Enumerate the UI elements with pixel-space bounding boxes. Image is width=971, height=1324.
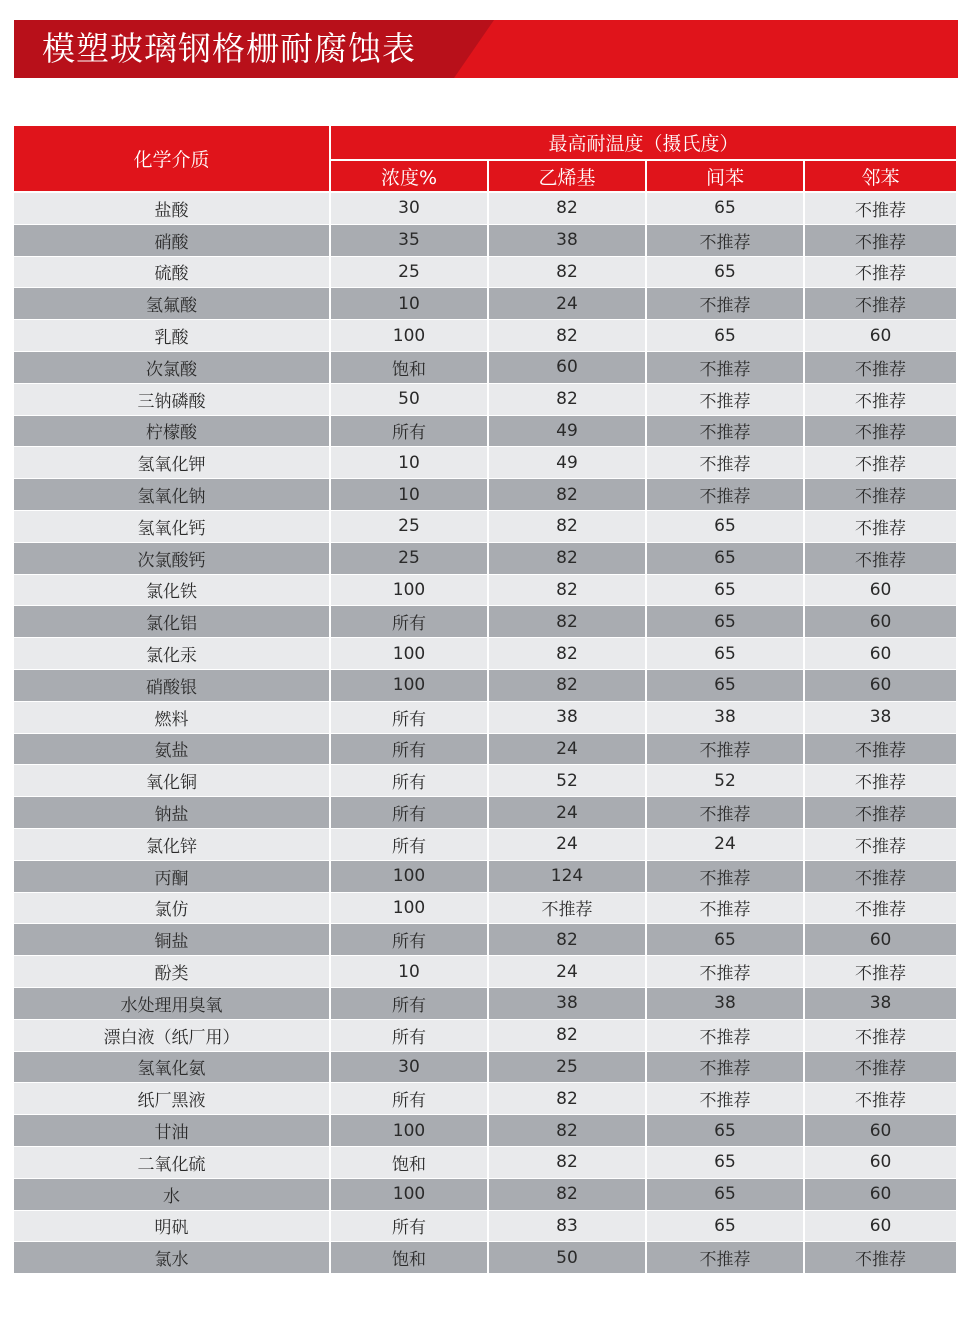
table-row <box>13 1178 957 1210</box>
isophthalic-cell: 65 <box>646 1115 804 1147</box>
concentration-cell: 所有 <box>330 765 488 797</box>
concentration-cell: 25 <box>330 510 488 542</box>
vinyl-ester-cell: 82 <box>488 1115 646 1147</box>
isophthalic-cell: 不推荐 <box>646 288 804 320</box>
concentration-cell: 30 <box>330 1051 488 1083</box>
table-row <box>13 1019 957 1051</box>
concentration-cell: 25 <box>330 256 488 288</box>
concentration-cell: 10 <box>330 288 488 320</box>
isophthalic-cell: 不推荐 <box>646 860 804 892</box>
vinyl-ester-cell: 82 <box>488 1083 646 1115</box>
vinyl-ester-cell: 83 <box>488 1210 646 1242</box>
vinyl-ester-cell: 82 <box>488 510 646 542</box>
orthophthalic-cell: 60 <box>804 1210 957 1242</box>
orthophthalic-cell: 60 <box>804 924 957 956</box>
vinyl-ester-cell: 38 <box>488 701 646 733</box>
isophthalic-cell: 65 <box>646 542 804 574</box>
chemical-name-cell: 氢氧化钠 <box>13 479 330 511</box>
vinyl-ester-cell: 82 <box>488 383 646 415</box>
vinyl-ester-cell: 82 <box>488 924 646 956</box>
concentration-cell: 100 <box>330 320 488 352</box>
isophthalic-cell: 65 <box>646 1210 804 1242</box>
vinyl-ester-cell: 82 <box>488 479 646 511</box>
table-row <box>13 192 957 224</box>
vinyl-ester-cell: 82 <box>488 638 646 670</box>
concentration-cell: 30 <box>330 192 488 224</box>
max-temperature-header: 最高耐温度（摄氏度） <box>330 125 957 160</box>
vinyl-ester-cell: 82 <box>488 320 646 352</box>
chemical-name-cell: 氯化汞 <box>13 638 330 670</box>
chemical-name-cell: 二氧化硫 <box>13 1146 330 1178</box>
concentration-cell: 所有 <box>330 924 488 956</box>
orthophthalic-cell: 不推荐 <box>804 415 957 447</box>
table-row <box>13 256 957 288</box>
isophthalic-cell: 不推荐 <box>646 351 804 383</box>
chemical-name-cell: 盐酸 <box>13 192 330 224</box>
orthophthalic-cell: 不推荐 <box>804 892 957 924</box>
isophthalic-cell: 65 <box>646 256 804 288</box>
chemical-name-cell: 氨盐 <box>13 733 330 765</box>
title-banner <box>14 20 958 78</box>
concentration-cell: 10 <box>330 479 488 511</box>
isophthalic-cell: 不推荐 <box>646 956 804 988</box>
vinyl-ester-cell: 24 <box>488 288 646 320</box>
vinyl-ester-header: 乙烯基 <box>488 160 646 192</box>
isophthalic-cell: 不推荐 <box>646 1242 804 1274</box>
concentration-cell: 所有 <box>330 701 488 733</box>
vinyl-ester-cell: 124 <box>488 860 646 892</box>
table-row <box>13 797 957 829</box>
orthophthalic-cell: 60 <box>804 574 957 606</box>
concentration-cell: 10 <box>330 956 488 988</box>
vinyl-ester-cell: 82 <box>488 574 646 606</box>
orthophthalic-cell: 不推荐 <box>804 1051 957 1083</box>
isophthalic-cell: 65 <box>646 510 804 542</box>
chemical-name-cell: 明矾 <box>13 1210 330 1242</box>
vinyl-ester-cell: 49 <box>488 447 646 479</box>
vinyl-ester-cell: 49 <box>488 415 646 447</box>
isophthalic-cell: 65 <box>646 638 804 670</box>
concentration-cell: 所有 <box>330 1210 488 1242</box>
vinyl-ester-cell: 50 <box>488 1242 646 1274</box>
vinyl-ester-cell: 82 <box>488 192 646 224</box>
table-row <box>13 892 957 924</box>
chemical-name-cell: 水 <box>13 1178 330 1210</box>
isophthalic-cell: 38 <box>646 987 804 1019</box>
vinyl-ester-cell: 60 <box>488 351 646 383</box>
isophthalic-header: 间苯 <box>646 160 804 192</box>
isophthalic-cell: 65 <box>646 924 804 956</box>
orthophthalic-cell: 不推荐 <box>804 860 957 892</box>
table-row <box>13 288 957 320</box>
chemical-name-cell: 硝酸银 <box>13 669 330 701</box>
concentration-cell: 饱和 <box>330 1242 488 1274</box>
concentration-cell: 35 <box>330 224 488 256</box>
chemical-name-cell: 乳酸 <box>13 320 330 352</box>
concentration-cell: 50 <box>330 383 488 415</box>
chemical-name-cell: 氢氧化钙 <box>13 510 330 542</box>
concentration-cell: 所有 <box>330 606 488 638</box>
isophthalic-cell: 不推荐 <box>646 415 804 447</box>
orthophthalic-cell: 不推荐 <box>804 510 957 542</box>
chemical-name-cell: 氯化锌 <box>13 828 330 860</box>
orthophthalic-cell: 60 <box>804 320 957 352</box>
chemical-name-cell: 铜盐 <box>13 924 330 956</box>
table-row <box>13 765 957 797</box>
orthophthalic-cell: 不推荐 <box>804 224 957 256</box>
vinyl-ester-cell: 24 <box>488 956 646 988</box>
isophthalic-cell: 65 <box>646 320 804 352</box>
chemical-name-cell: 氯化铁 <box>13 574 330 606</box>
concentration-cell: 25 <box>330 542 488 574</box>
orthophthalic-cell: 60 <box>804 1115 957 1147</box>
orthophthalic-cell: 不推荐 <box>804 1019 957 1051</box>
concentration-header: 浓度% <box>330 160 488 192</box>
concentration-cell: 所有 <box>330 1083 488 1115</box>
chemical-name-cell: 甘油 <box>13 1115 330 1147</box>
vinyl-ester-cell: 38 <box>488 224 646 256</box>
table-row <box>13 1146 957 1178</box>
table-row <box>13 1210 957 1242</box>
orthophthalic-cell: 不推荐 <box>804 288 957 320</box>
chemical-name-cell: 水处理用臭氧 <box>13 987 330 1019</box>
orthophthalic-cell: 不推荐 <box>804 351 957 383</box>
vinyl-ester-cell: 24 <box>488 797 646 829</box>
concentration-cell: 100 <box>330 574 488 606</box>
orthophthalic-cell: 不推荐 <box>804 542 957 574</box>
isophthalic-cell: 65 <box>646 669 804 701</box>
vinyl-ester-cell: 82 <box>488 256 646 288</box>
orthophthalic-cell: 不推荐 <box>804 956 957 988</box>
chemical-name-cell: 硫酸 <box>13 256 330 288</box>
isophthalic-cell: 38 <box>646 701 804 733</box>
isophthalic-cell: 65 <box>646 574 804 606</box>
orthophthalic-cell: 60 <box>804 638 957 670</box>
concentration-cell: 100 <box>330 669 488 701</box>
orthophthalic-cell: 不推荐 <box>804 447 957 479</box>
orthophthalic-cell: 60 <box>804 1146 957 1178</box>
orthophthalic-cell: 不推荐 <box>804 828 957 860</box>
isophthalic-cell: 不推荐 <box>646 892 804 924</box>
vinyl-ester-cell: 82 <box>488 669 646 701</box>
orthophthalic-cell: 不推荐 <box>804 383 957 415</box>
concentration-cell: 所有 <box>330 797 488 829</box>
chemical-name-cell: 次氯酸 <box>13 351 330 383</box>
page-title: 模塑玻璃钢格栅耐腐蚀表 <box>42 29 416 68</box>
isophthalic-cell: 24 <box>646 828 804 860</box>
chemical-name-cell: 氯化铝 <box>13 606 330 638</box>
table-row <box>13 447 957 479</box>
isophthalic-cell: 52 <box>646 765 804 797</box>
concentration-cell: 10 <box>330 447 488 479</box>
orthophthalic-cell: 不推荐 <box>804 765 957 797</box>
table-row <box>13 669 957 701</box>
orthophthalic-cell: 不推荐 <box>804 797 957 829</box>
concentration-cell: 所有 <box>330 987 488 1019</box>
chemical-name-cell: 燃料 <box>13 701 330 733</box>
chemical-name-cell: 氢氟酸 <box>13 288 330 320</box>
table-row <box>13 987 957 1019</box>
isophthalic-cell: 65 <box>646 1146 804 1178</box>
table-row <box>13 542 957 574</box>
isophthalic-cell: 65 <box>646 1178 804 1210</box>
vinyl-ester-cell: 82 <box>488 606 646 638</box>
table-row <box>13 1242 957 1274</box>
chemical-name-cell: 钠盐 <box>13 797 330 829</box>
vinyl-ester-cell: 82 <box>488 1019 646 1051</box>
orthophthalic-cell: 不推荐 <box>804 1242 957 1274</box>
vinyl-ester-cell: 82 <box>488 1146 646 1178</box>
table-body <box>13 192 957 1274</box>
table-row <box>13 1051 957 1083</box>
concentration-cell: 所有 <box>330 828 488 860</box>
table-row <box>13 1083 957 1115</box>
corrosion-resistance-table <box>12 124 958 1274</box>
concentration-cell: 100 <box>330 892 488 924</box>
orthophthalic-cell: 不推荐 <box>804 733 957 765</box>
table-row <box>13 510 957 542</box>
orthophthalic-cell: 不推荐 <box>804 256 957 288</box>
concentration-cell: 所有 <box>330 1019 488 1051</box>
concentration-cell: 100 <box>330 638 488 670</box>
table-row <box>13 701 957 733</box>
table-row <box>13 479 957 511</box>
concentration-cell: 所有 <box>330 415 488 447</box>
vinyl-ester-cell: 38 <box>488 987 646 1019</box>
chemical-name-cell: 氯仿 <box>13 892 330 924</box>
vinyl-ester-cell: 82 <box>488 542 646 574</box>
table-row <box>13 924 957 956</box>
chemical-name-cell: 次氯酸钙 <box>13 542 330 574</box>
table-row <box>13 606 957 638</box>
table-row <box>13 1115 957 1147</box>
table-row <box>13 860 957 892</box>
orthophthalic-cell: 60 <box>804 1178 957 1210</box>
table-row <box>13 383 957 415</box>
vinyl-ester-cell: 82 <box>488 1178 646 1210</box>
concentration-cell: 100 <box>330 860 488 892</box>
chemical-medium-header: 化学介质 <box>13 125 330 192</box>
isophthalic-cell: 65 <box>646 606 804 638</box>
table-row <box>13 733 957 765</box>
table-row <box>13 320 957 352</box>
isophthalic-cell: 不推荐 <box>646 797 804 829</box>
concentration-cell: 100 <box>330 1178 488 1210</box>
isophthalic-cell: 65 <box>646 192 804 224</box>
table-row <box>13 224 957 256</box>
chemical-name-cell: 硝酸 <box>13 224 330 256</box>
orthophthalic-cell: 38 <box>804 701 957 733</box>
orthophthalic-cell: 38 <box>804 987 957 1019</box>
chemical-name-cell: 氧化铜 <box>13 765 330 797</box>
chemical-name-cell: 三钠磷酸 <box>13 383 330 415</box>
chemical-name-cell: 氢氧化钾 <box>13 447 330 479</box>
table-row <box>13 351 957 383</box>
orthophthalic-cell: 不推荐 <box>804 192 957 224</box>
concentration-cell: 饱和 <box>330 351 488 383</box>
orthophthalic-cell: 60 <box>804 606 957 638</box>
isophthalic-cell: 不推荐 <box>646 1083 804 1115</box>
isophthalic-cell: 不推荐 <box>646 224 804 256</box>
vinyl-ester-cell: 25 <box>488 1051 646 1083</box>
orthophthalic-header: 邻苯 <box>804 160 957 192</box>
isophthalic-cell: 不推荐 <box>646 1019 804 1051</box>
orthophthalic-cell: 不推荐 <box>804 1083 957 1115</box>
vinyl-ester-cell: 52 <box>488 765 646 797</box>
isophthalic-cell: 不推荐 <box>646 479 804 511</box>
isophthalic-cell: 不推荐 <box>646 447 804 479</box>
orthophthalic-cell: 不推荐 <box>804 479 957 511</box>
isophthalic-cell: 不推荐 <box>646 733 804 765</box>
isophthalic-cell: 不推荐 <box>646 1051 804 1083</box>
chemical-name-cell: 柠檬酸 <box>13 415 330 447</box>
concentration-cell: 所有 <box>330 733 488 765</box>
vinyl-ester-cell: 24 <box>488 828 646 860</box>
chemical-name-cell: 丙酮 <box>13 860 330 892</box>
chemical-name-cell: 漂白液（纸厂用） <box>13 1019 330 1051</box>
vinyl-ester-cell: 24 <box>488 733 646 765</box>
chemical-name-cell: 纸厂黑液 <box>13 1083 330 1115</box>
concentration-cell: 100 <box>330 1115 488 1147</box>
concentration-cell: 饱和 <box>330 1146 488 1178</box>
vinyl-ester-cell: 不推荐 <box>488 892 646 924</box>
chemical-name-cell: 氢氧化氨 <box>13 1051 330 1083</box>
orthophthalic-cell: 60 <box>804 669 957 701</box>
isophthalic-cell: 不推荐 <box>646 383 804 415</box>
table-row <box>13 638 957 670</box>
table-row <box>13 828 957 860</box>
chemical-name-cell: 氯水 <box>13 1242 330 1274</box>
table-row <box>13 574 957 606</box>
table-row <box>13 415 957 447</box>
chemical-name-cell: 酚类 <box>13 956 330 988</box>
table-row <box>13 956 957 988</box>
